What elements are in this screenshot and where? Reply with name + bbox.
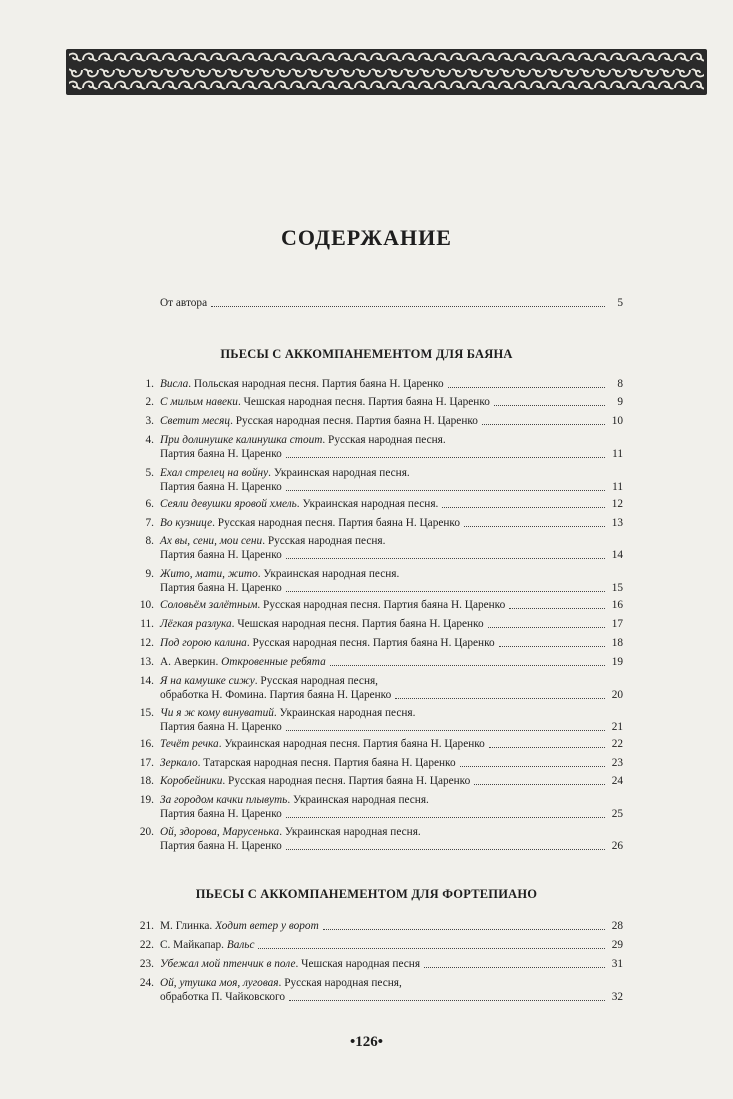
entry-title: Откровенные ребята — [221, 656, 326, 668]
entry-title: Ходит ветер у ворот — [215, 920, 319, 932]
entry-number: 7. — [145, 517, 154, 529]
toc-line — [160, 990, 623, 1004]
entry-number: 11. — [140, 618, 154, 630]
entry-author: М. Глинка. — [160, 920, 216, 932]
entry-title: Соловьём залётным — [160, 599, 258, 611]
entry-title: Жито, мати, жито — [160, 568, 258, 580]
toc-row-intro — [160, 296, 623, 310]
entry-text — [160, 919, 319, 933]
page-ref: 17 — [611, 618, 623, 630]
entry-line-1 — [160, 433, 623, 447]
toc-entry — [139, 636, 623, 650]
toc-line — [160, 395, 623, 409]
toc-entry — [139, 825, 623, 853]
dot-leader — [488, 627, 605, 628]
entry-desc: . Русская народная песня. Партия баяна Н. Царенко — [222, 775, 471, 787]
entry-text — [160, 938, 254, 952]
entry-desc: . Русская народная песня, — [254, 675, 379, 687]
toc-entry — [139, 598, 623, 612]
page-ref: 13 — [611, 517, 623, 529]
entry-number: 12. — [139, 637, 154, 649]
dot-leader — [286, 591, 605, 592]
toc-entry — [145, 433, 623, 461]
dot-leader — [286, 849, 605, 850]
toc-line — [160, 617, 623, 631]
entry-desc: . Чешская народная песня. Партия баяна Н. Царенко — [231, 618, 484, 630]
toc-line — [160, 480, 623, 494]
entry-desc: . Украинская народная песня. — [273, 707, 416, 719]
entry-desc: . Украинская народная песня. Партия баяна Н. Царенко — [218, 738, 485, 750]
toc-entry — [145, 414, 623, 428]
page-ref: 32 — [611, 991, 623, 1003]
meander-ornament-icon — [66, 49, 707, 95]
dot-leader — [211, 306, 605, 307]
dot-leader — [289, 1000, 605, 1001]
entry-title: Ой, здорова, Марусенька — [160, 826, 280, 838]
page-ref: 31 — [611, 958, 623, 970]
entry-number: 10. — [139, 599, 154, 611]
dot-leader — [323, 929, 605, 930]
entry-text — [160, 774, 470, 788]
page-ref: 25 — [611, 808, 623, 820]
page-ref: 12 — [611, 498, 623, 510]
entry-number: 3. — [145, 415, 154, 427]
entry-title: Висла — [160, 378, 189, 390]
entry-number: 18. — [139, 775, 154, 787]
entry-desc-2: Партия баяна Н. Царенко — [160, 481, 282, 493]
entry-number: 4. — [145, 434, 154, 446]
entry-desc-2: Партия баяна Н. Царенко — [160, 448, 282, 460]
entry-number: 6. — [145, 498, 154, 510]
entry-title: Коробейники — [160, 775, 223, 787]
entry-title: Ой, утушка моя, луговая — [160, 977, 279, 989]
dot-leader — [286, 730, 605, 731]
dot-leader — [286, 457, 605, 458]
page-ref: 23 — [611, 757, 623, 769]
entry-text — [160, 598, 505, 612]
page-ref: 11 — [612, 481, 623, 493]
page-ref: 11 — [612, 448, 623, 460]
page-ref: 16 — [611, 599, 623, 611]
dot-leader — [442, 507, 605, 508]
dot-leader — [460, 766, 605, 767]
toc-entry — [139, 655, 623, 669]
dot-leader — [509, 608, 605, 609]
page-ref: 21 — [611, 721, 623, 733]
dot-leader — [494, 405, 605, 406]
dot-leader — [258, 948, 605, 949]
page-ref: 8 — [617, 378, 623, 390]
toc-line — [160, 737, 623, 751]
entry-text — [160, 447, 282, 461]
page-ref: 14 — [611, 549, 623, 561]
toc-line — [160, 377, 623, 391]
page-ref: 26 — [611, 840, 623, 852]
entry-line-1 — [160, 825, 623, 839]
dot-leader — [424, 967, 605, 968]
entry-title: Я на камушке сижу — [160, 675, 255, 687]
entry-desc-2: обработка П. Чайковского — [160, 991, 286, 1003]
entry-title: Убежал мой птенчик в поле — [160, 958, 296, 970]
entry-number: 19. — [139, 794, 154, 806]
entry-desc: . Татарская народная песня. Партия баяна Н. Царенко — [197, 757, 456, 769]
entry-title: Светит месяц — [160, 415, 231, 427]
entry-text — [160, 720, 282, 734]
entry-number: 14. — [139, 675, 154, 687]
entry-text — [160, 756, 456, 770]
toc-line — [160, 774, 623, 788]
toc-entry — [145, 377, 623, 391]
page-ref: 9 — [617, 396, 623, 408]
entry-number: 15. — [139, 707, 154, 719]
page-ref: 10 — [611, 415, 623, 427]
entry-desc: . Украинская народная песня. — [257, 568, 400, 580]
entry-desc: . Украинская народная песня. — [296, 498, 439, 510]
entry-title: Зеркало — [160, 757, 198, 769]
entry-desc-2: Партия баяна Н. Царенко — [160, 840, 282, 852]
entry-desc-2: Партия баяна Н. Царенко — [160, 808, 282, 820]
entry-title: Во кузнице — [160, 517, 213, 529]
entry-number: 24. — [139, 977, 154, 989]
entry-line-1 — [160, 534, 623, 548]
toc-line — [160, 636, 623, 650]
toc-line — [160, 957, 623, 971]
dot-leader — [395, 698, 605, 699]
toc-line — [160, 688, 623, 702]
entry-title: Ехал стрелец на войну — [160, 467, 269, 479]
toc-line — [160, 447, 623, 461]
toc-entry — [145, 567, 623, 595]
entry-text — [160, 737, 485, 751]
entry-text — [160, 296, 207, 310]
entry-text — [160, 839, 282, 853]
page-ref: 18 — [611, 637, 623, 649]
toc-entry — [139, 674, 623, 702]
entry-line-1 — [160, 466, 623, 480]
dot-leader — [448, 387, 605, 388]
toc-entry — [139, 737, 623, 751]
entry-desc: . Русская народная песня. — [322, 434, 446, 446]
dot-leader — [499, 646, 605, 647]
entry-text — [160, 990, 285, 1004]
entry-desc: . Русская народная песня. Партия баяна Н. Царенко — [246, 637, 495, 649]
entry-line-1 — [160, 567, 623, 581]
entry-desc-2: обработка Н. Фомина. Партия баяна Н. Царенко — [160, 689, 392, 701]
toc-entry — [139, 938, 623, 952]
entry-number: 9. — [145, 568, 154, 580]
ornament-border — [66, 49, 707, 95]
entry-title: Сеяли девушки яровой хмель — [160, 498, 297, 510]
toc-line — [160, 938, 623, 952]
entry-title: Вальс — [226, 939, 255, 951]
toc-entry — [139, 919, 623, 933]
entry-desc: . Украинская народная песня. — [268, 467, 410, 479]
entry-author: А. Аверкин. — [160, 656, 222, 668]
page-ref: 28 — [611, 920, 623, 932]
entry-text — [160, 480, 282, 494]
entry-number: 16. — [139, 738, 154, 750]
entry-title: Течёт речка — [160, 738, 219, 750]
entry-text — [160, 548, 282, 562]
entry-line-1 — [160, 976, 623, 990]
entry-text — [160, 516, 460, 530]
entry-title: При долинушке калинушка стоит — [160, 434, 323, 446]
toc-entry — [145, 534, 623, 562]
section-heading: ПЬЕСЫ С АККОМПАНЕМЕНТОМ ДЛЯ ФОРТЕПИАНО — [195, 887, 538, 901]
toc-entry — [139, 756, 623, 770]
entry-title: Под горою калина — [160, 637, 247, 649]
page-ref: 24 — [611, 775, 623, 787]
entry-desc: . Русская народная песня. Партия баяна Н. Царенко — [212, 517, 460, 529]
page-ref: 15 — [611, 582, 623, 594]
section-heading: ПЬЕСЫ С АККОМПАНЕМЕНТОМ ДЛЯ БАЯНА — [220, 347, 513, 361]
entry-title: Лёгкая разлука — [160, 618, 232, 630]
toc-line — [160, 581, 623, 595]
entry-desc-2: Партия баяна Н. Царенко — [160, 549, 282, 561]
entry-author: С. Майкапар. — [160, 939, 227, 951]
toc-line — [160, 548, 623, 562]
dot-leader — [464, 526, 605, 527]
toc-line — [160, 756, 623, 770]
toc-line — [160, 655, 623, 669]
dot-leader — [286, 817, 605, 818]
entry-label: От автора — [160, 297, 208, 309]
toc-entry — [139, 976, 623, 1004]
dot-leader — [489, 747, 605, 748]
entry-number: 21. — [139, 920, 154, 932]
page-title: СОДЕРЖАНИЕ — [281, 225, 452, 250]
toc-entry — [145, 497, 623, 511]
entry-line-1 — [160, 706, 623, 720]
entry-text — [160, 957, 420, 971]
entry-number: 22. — [139, 939, 154, 951]
toc-entry — [145, 516, 623, 530]
entry-text — [160, 395, 490, 409]
toc-line — [160, 598, 623, 612]
page-ref: 19 — [611, 656, 623, 668]
page-ref: 20 — [611, 689, 623, 701]
entry-desc: . Чешская народная песня. Партия баяна Н. Царенко — [237, 396, 490, 408]
entry-number: 23. — [139, 958, 154, 970]
toc-line — [160, 807, 623, 821]
entry-desc-2: Партия баяна Н. Царенко — [160, 721, 282, 733]
entry-desc: . Чешская народная песня — [295, 958, 421, 970]
entry-desc: . Русская народная песня, — [278, 977, 402, 989]
entry-desc: . Русская народная песня. Партия баяна Н. Царенко — [230, 415, 478, 427]
toc-line — [160, 296, 623, 310]
page-number: •126• — [349, 1034, 383, 1050]
toc-line — [160, 839, 623, 853]
page-ref: 22 — [611, 738, 623, 750]
entry-number: 2. — [145, 396, 154, 408]
toc-entry — [139, 793, 623, 821]
toc-entry — [145, 395, 623, 409]
toc-line — [160, 720, 623, 734]
entry-title: Ах вы, сени, мои сени — [160, 535, 263, 547]
toc-entry — [145, 466, 623, 494]
toc-line — [160, 516, 623, 530]
entry-number: 1. — [145, 378, 154, 390]
entry-desc: . Русская народная песня. Партия баяна Н. Царенко — [257, 599, 506, 611]
entry-text — [160, 636, 495, 650]
entry-number: 13. — [139, 656, 154, 668]
entry-text — [160, 377, 444, 391]
entry-line-1 — [160, 674, 623, 688]
entry-text — [160, 497, 438, 511]
entry-number: 17. — [139, 757, 154, 769]
toc-line — [160, 919, 623, 933]
entry-number: 20. — [139, 826, 154, 838]
toc-line — [160, 497, 623, 511]
page-ref: 5 — [617, 297, 623, 309]
dot-leader — [482, 424, 605, 425]
toc-entry — [139, 706, 623, 734]
entry-desc: . Русская народная песня. — [262, 535, 386, 547]
page-ref: 29 — [611, 939, 623, 951]
dot-leader — [330, 665, 605, 666]
entry-number: 8. — [145, 535, 154, 547]
toc-entry — [140, 617, 623, 631]
dot-leader — [286, 558, 605, 559]
entry-text — [160, 414, 478, 428]
entry-desc: . Украинская народная песня. — [279, 826, 421, 838]
entry-text — [160, 581, 282, 595]
entry-text — [160, 617, 484, 631]
toc-entry — [139, 774, 623, 788]
dot-leader — [474, 784, 605, 785]
entry-text — [160, 688, 391, 702]
entry-desc: . Украинская народная песня. — [287, 794, 429, 806]
toc-entry — [139, 957, 623, 971]
entry-desc: . Польская народная песня. Партия баяна Н. Царенко — [188, 378, 444, 390]
entry-title: Чи я ж кому винуватий — [160, 707, 274, 719]
entry-title: За городом качки плывуть — [160, 794, 288, 806]
entry-desc-2: Партия баяна Н. Царенко — [160, 582, 282, 594]
dot-leader — [286, 490, 605, 491]
toc-line — [160, 414, 623, 428]
entry-text — [160, 807, 282, 821]
entry-title: С милым навеки — [160, 396, 238, 408]
entry-line-1 — [160, 793, 623, 807]
entry-number: 5. — [145, 467, 154, 479]
entry-text — [160, 655, 326, 669]
